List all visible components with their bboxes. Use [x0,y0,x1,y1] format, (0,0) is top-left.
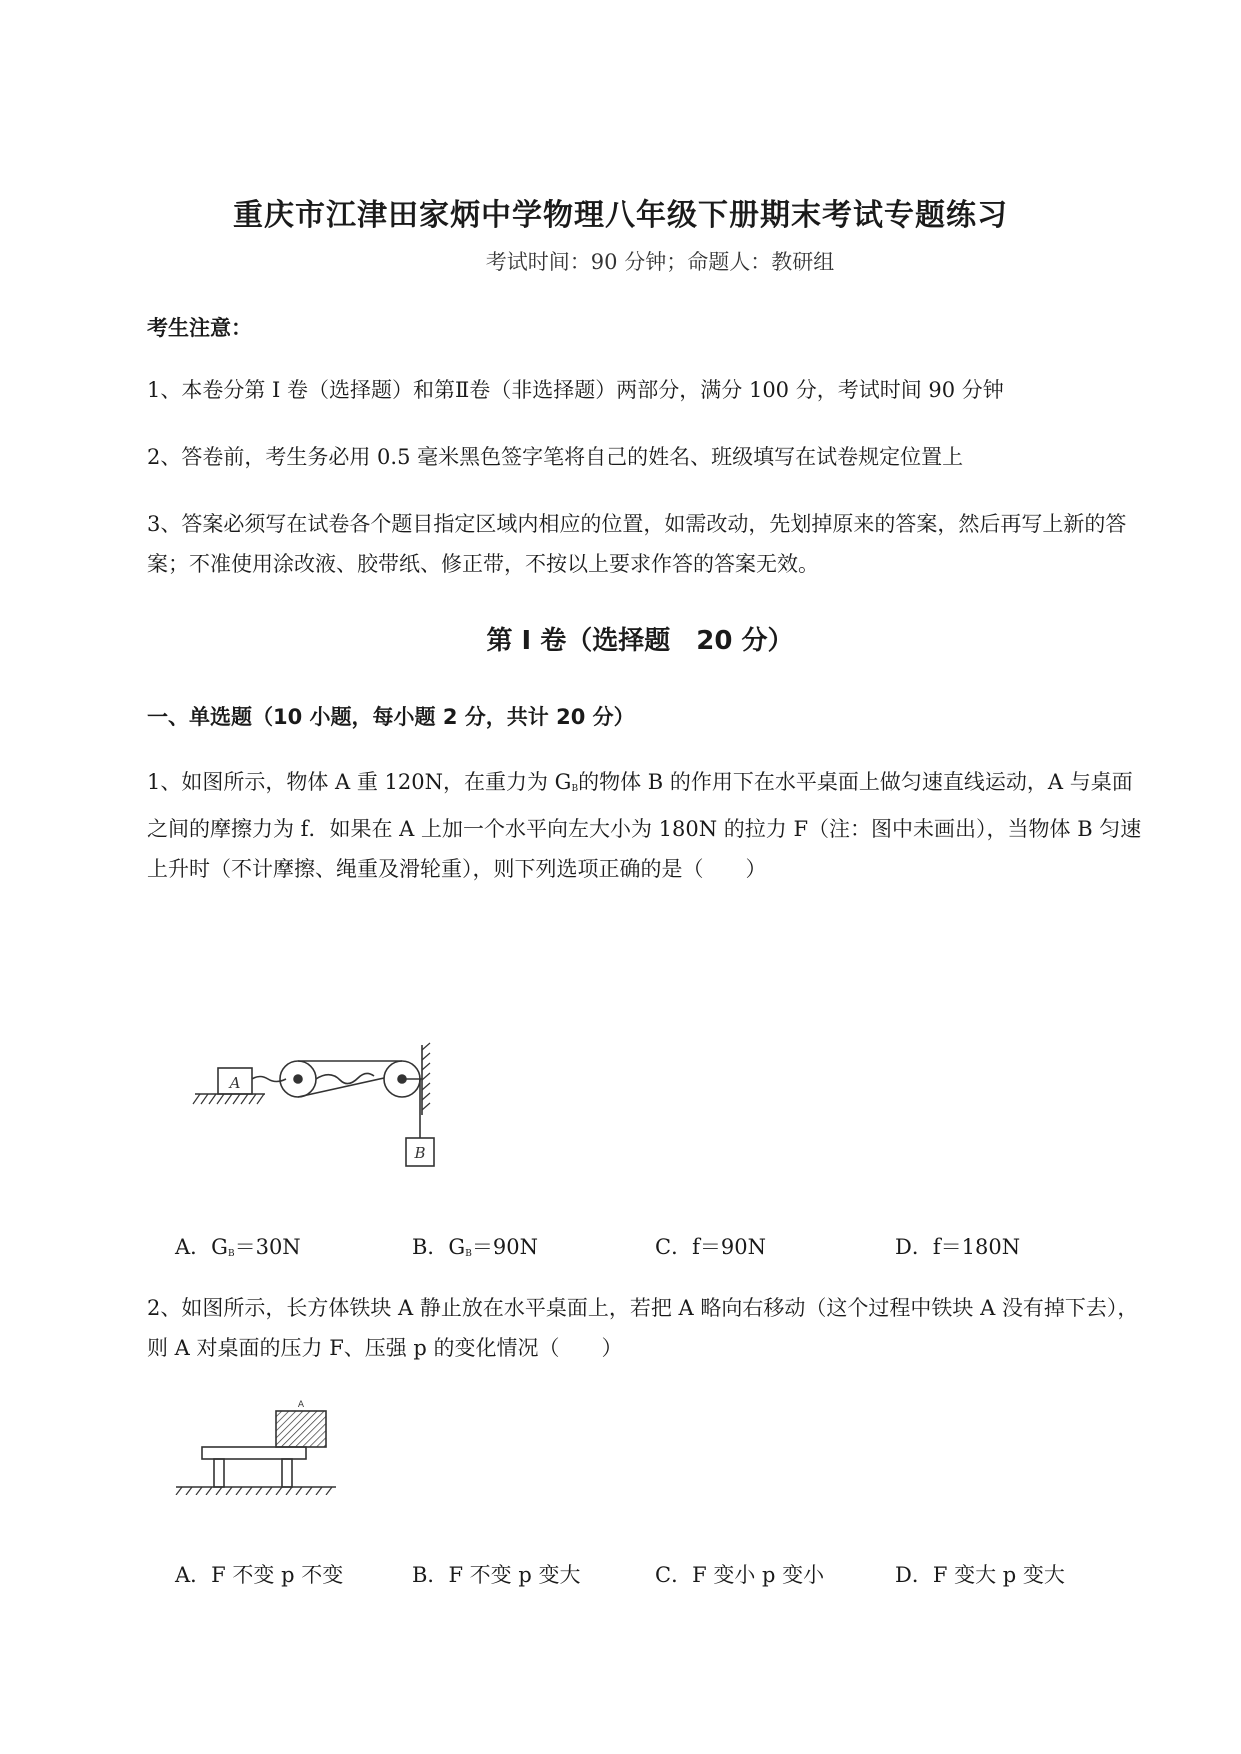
option-value: F 不变 p 不变 [211,1563,344,1587]
figure-label-a2: A [297,1400,305,1410]
exam-subtitle: 考试时间：90 分钟；命题人：教研组 [485,250,835,274]
option-value: f＝90N [692,1235,766,1259]
question-1-option-b[interactable] [412,1231,538,1261]
option-value: ＝30N [234,1235,301,1259]
notice-item-2: 2、答卷前，考生务必用 0.5 毫米黑色签字笔将自己的姓名、班级填写在试卷规定位置上 [147,445,964,469]
question-1-option-d[interactable] [895,1231,1020,1261]
question-2-option-a[interactable] [175,1559,343,1589]
question-1-option-c[interactable] [655,1231,766,1261]
figure-label-b: B [414,1144,426,1162]
notice-item-1: 1、本卷分第 I 卷（选择题）和第Ⅱ卷（非选择题）两部分，满分 100 分，考试时间 90 分钟 [147,378,1004,402]
notice-heading: 考生注意： [147,316,252,340]
question-2-text: 2、如图所示，长方体铁块 A 静止放在水平桌面上，若把 A 略向右移动（这个过程中铁块 A 没有掉下去），则 A 对桌面的压力 F、压强 p 的变化情况（ ） [147,1296,1139,1360]
question-1-option-a[interactable] [175,1231,301,1261]
question-1-sub: B [571,784,579,794]
notice-item-3: 3、答案必须写在试卷各个题目指定区域内相应的位置，如需改动，先划掉原来的答案，然后再写上新的答案；不准使用涂改液、胶带纸、修正带，不按以上要求作答的答案无效。 [147,512,1127,576]
option-value: F 变大 p 变大 [932,1563,1065,1587]
option-value: F 不变 p 变大 [448,1563,581,1587]
question-1-text [147,762,1147,889]
page-title: 重庆市江津田家炳中学物理八年级下册期末考试专题练习 [233,198,1008,233]
option-prefix: D． [895,1235,933,1259]
option-value: ＝90N [471,1235,538,1259]
option-prefix: C． [655,1235,693,1259]
option-prefix: A． [175,1563,212,1587]
question-1-figure [190,1040,460,1180]
question-2-option-c[interactable] [655,1559,824,1589]
option-sub: B [227,1249,235,1259]
question-2-option-b[interactable] [412,1559,580,1589]
part-heading: 一、单选题（10 小题，每小题 2 分，共计 20 分） [147,705,635,729]
option-prefix: B．G [412,1235,466,1259]
option-prefix: B． [412,1563,449,1587]
question-2-option-d[interactable] [895,1559,1065,1589]
section-title: 第 I 卷（选择题 20 分） [486,626,794,656]
option-prefix: C． [655,1563,693,1587]
figure-label-a: A [229,1074,241,1092]
option-value: f＝180N [932,1235,1021,1259]
option-prefix: A．G [175,1235,228,1259]
option-prefix: D． [895,1563,933,1587]
question-2-figure [170,1395,350,1495]
question-1-text-a: 1、如图所示，物体 A 重 120N，在重力为 G [147,770,572,794]
option-value: F 变小 p 变小 [692,1563,825,1587]
question-1-text-b: 的物体 B 的作用下在水平桌面上做匀速直线运动，A 与桌面之间的摩擦力为 f．如果在 A 上加一个水平向左大小为 180N 的拉力 F（注：图中未画出），当物体 B 匀速上升时（不计摩擦、绳重及滑轮重），则下列选项正确的是（ ） [147,770,1142,881]
option-sub: B [465,1249,472,1259]
